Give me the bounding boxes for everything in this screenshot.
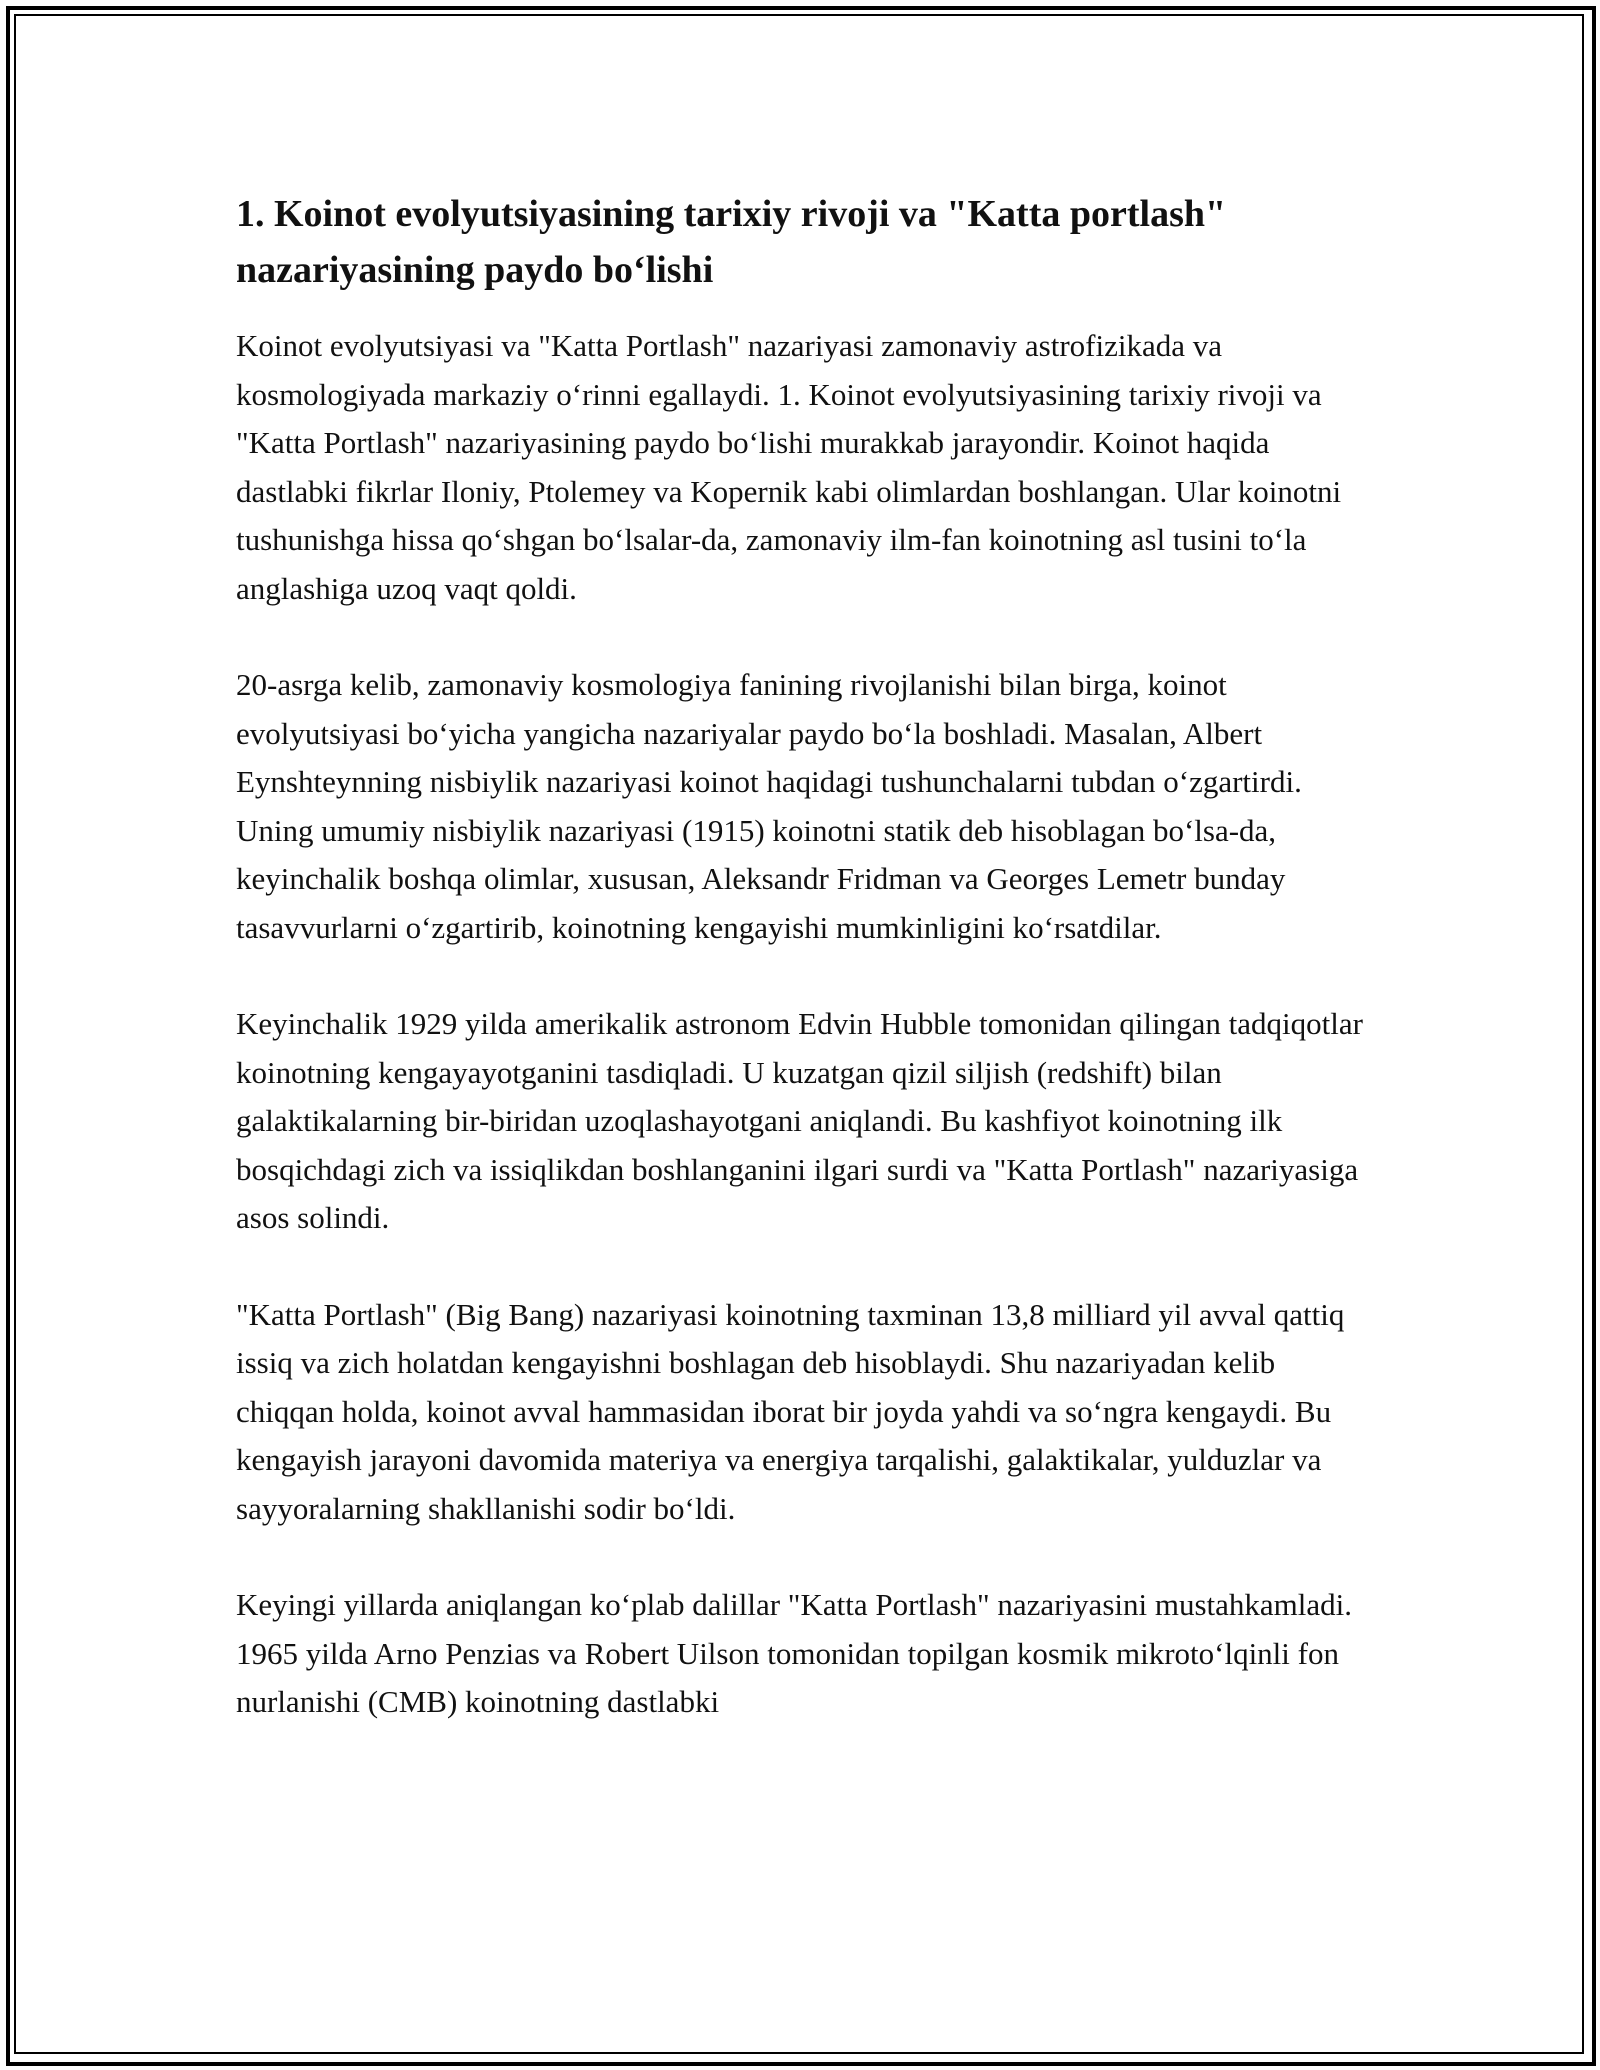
- section-heading: 1. Koinot evolyutsiyasining tarixiy rivoji va "Katta portlash" nazariyasining paydo bo‘lishi: [236, 193, 1227, 291]
- paragraph-4: "Katta Portlash" (Big Bang) nazariyasi koinotning taxminan 13,8 milliard yil avval qattiq issiq va zich holatdan kengayishni boshlagan deb hisoblaydi. Shu nazariyadan kelib chiqqan holda, koinot avval hammasidan iborat bir joyda yahdi va so‘ngra kengaydi. Bu kengayish jarayoni davomida materiya va energiya tarqalishi, galaktikalar, yulduzlar va sayyoralarning shakllanishi sodir bo‘ldi.: [236, 1296, 1345, 1526]
- paragraph-1: Koinot evolyutsiyasi va "Katta Portlash" nazariyasi zamonaviy astrofizikada va kosmologiyada markaziy o‘rinni egallaydi. 1. Koinot evolyutsiyasining tarixiy rivoji va "Katta Portlash" nazariyasining paydo bo‘lishi murakkab jarayondir. Koinot haqida dastlabki fikrlar Iloniy, Ptolemey va Kopernik kabi olimlardan boshlangan. Ular koinotni tushunishga hissa qo‘shgan bo‘lsalar-da, zamonaviy ilm-fan koinotning asl tusini to‘la anglashiga uzoq vaqt qoldi.: [236, 328, 1342, 606]
- paragraph-2: 20-asrga kelib, zamonaviy kosmologiya fanining rivojlanishi bilan birga, koinot evolyutsiyasi bo‘yicha yangicha nazariyalar paydo bo‘la boshladi. Masalan, Albert Eynshteynning nisbiylik nazariyasi koinot haqidagi tushunchalarni tubdan o‘zgartirdi. Uning umumiy nisbiylik nazariyasi (1915) koinotni statik deb hisoblagan bo‘lsa-da, keyinchalik boshqa olimlar, xususan, Aleksandr Fridman va Georges Lemetr bunday tasavvurlarni o‘zgartirib, koinotning kengayishi mumkinligini ko‘rsatdilar.: [236, 667, 1302, 945]
- document-body: [236, 186, 1376, 1775]
- paragraph-3: Keyinchalik 1929 yilda amerikalik astronom Edvin Hubble tomonidan qilingan tadqiqotlar koinotning kengayayotganini tasdiqladi. U kuzatgan qizil siljish (redshift) bilan galaktikalarning bir-biridan uzoqlashayotgani aniqlandi. Bu kashfiyot koinotning ilk bosqichdagi zich va issiqlikdan boshlanganini ilgari surdi va "Katta Portlash" nazariyasiga asos solindi.: [236, 1006, 1363, 1235]
- paragraph-5: Keyingi yillarda aniqlangan ko‘plab dalillar "Katta Portlash" nazariyasini mustahkamladi. 1965 yilda Arno Penzias va Robert Uilson tomonidan topilgan kosmik mikroto‘lqinli fon nurlanishi (CMB) koinotning dastlabki: [236, 1587, 1353, 1719]
